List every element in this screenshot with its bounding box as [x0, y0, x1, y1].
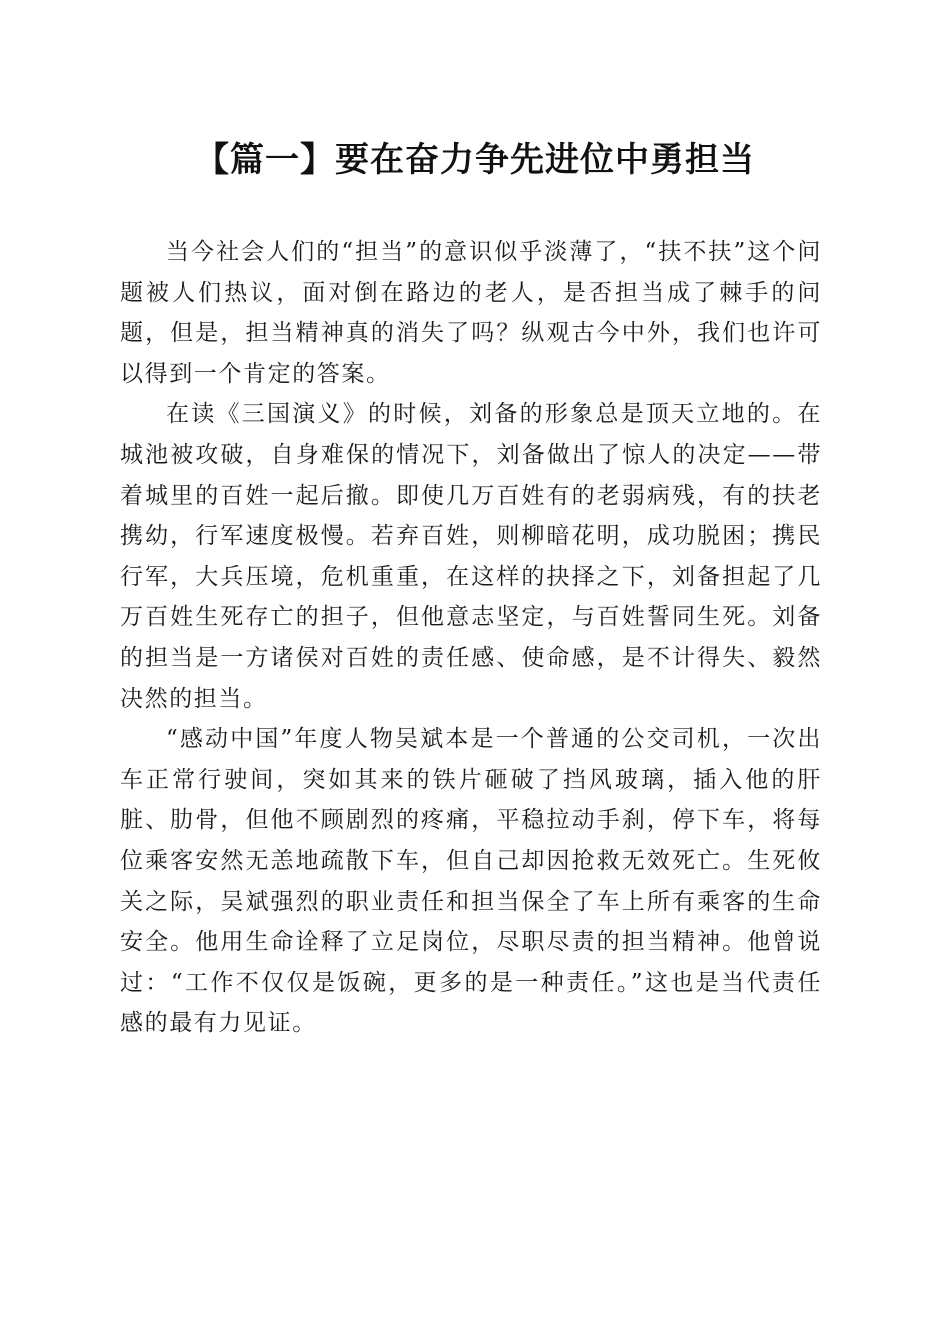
paragraph-1: 当今社会人们的“担当”的意识似乎淡薄了，“扶不扶”这个问题被人们热议，面对倒在路边的老人，是否担当成了棘手的问题，但是，担当精神真的消失了吗？纵观古今中外，我们也许可以得到一个肯定的答案。	[120, 239, 822, 387]
paragraph-3: “感动中国”年度人物吴斌本是一个普通的公交司机，一次出车正常行驶间，突如其来的铁片砸破了挡风玻璃，插入他的肝脏、肋骨，但他不顾剧烈的疼痛，平稳拉动手刹，停下车，将每位乘客安然无恙地疏散下车，但自己却因抢救无效死亡。生死攸关之际，吴斌强烈的职业责任和担当保全了车上所有乘客的生命安全。他用生命诠释了立足岗位，尽职尽责的担当精神。他曾说过：“工作不仅仅是饭碗，更多的是一种责任。”这也是当代责任感的最有力见证。	[120, 726, 822, 1037]
document-title: 【篇一】要在奋力争先进位中勇担当	[195, 140, 755, 180]
paragraph-2: 在读《三国演义》的时候，刘备的形象总是顶天立地的。在城池被攻破，自身难保的情况下，刘备做出了惊人的决定——带着城里的百姓一起后撤。即使几万百姓有的老弱病残，有的扶老携幼，行军速度极慢。若弃百姓，则柳暗花明，成功脱困；携民行军，大兵压境，危机重重，在这样的抉择之下，刘备担起了几万百姓生死存亡的担子，但他意志坚定，与百姓誓同生死。刘备的担当是一方诸侯对百姓的责任感、使命感，是不计得失、毅然决然的担当。	[120, 401, 822, 712]
document-body	[120, 232, 822, 1044]
